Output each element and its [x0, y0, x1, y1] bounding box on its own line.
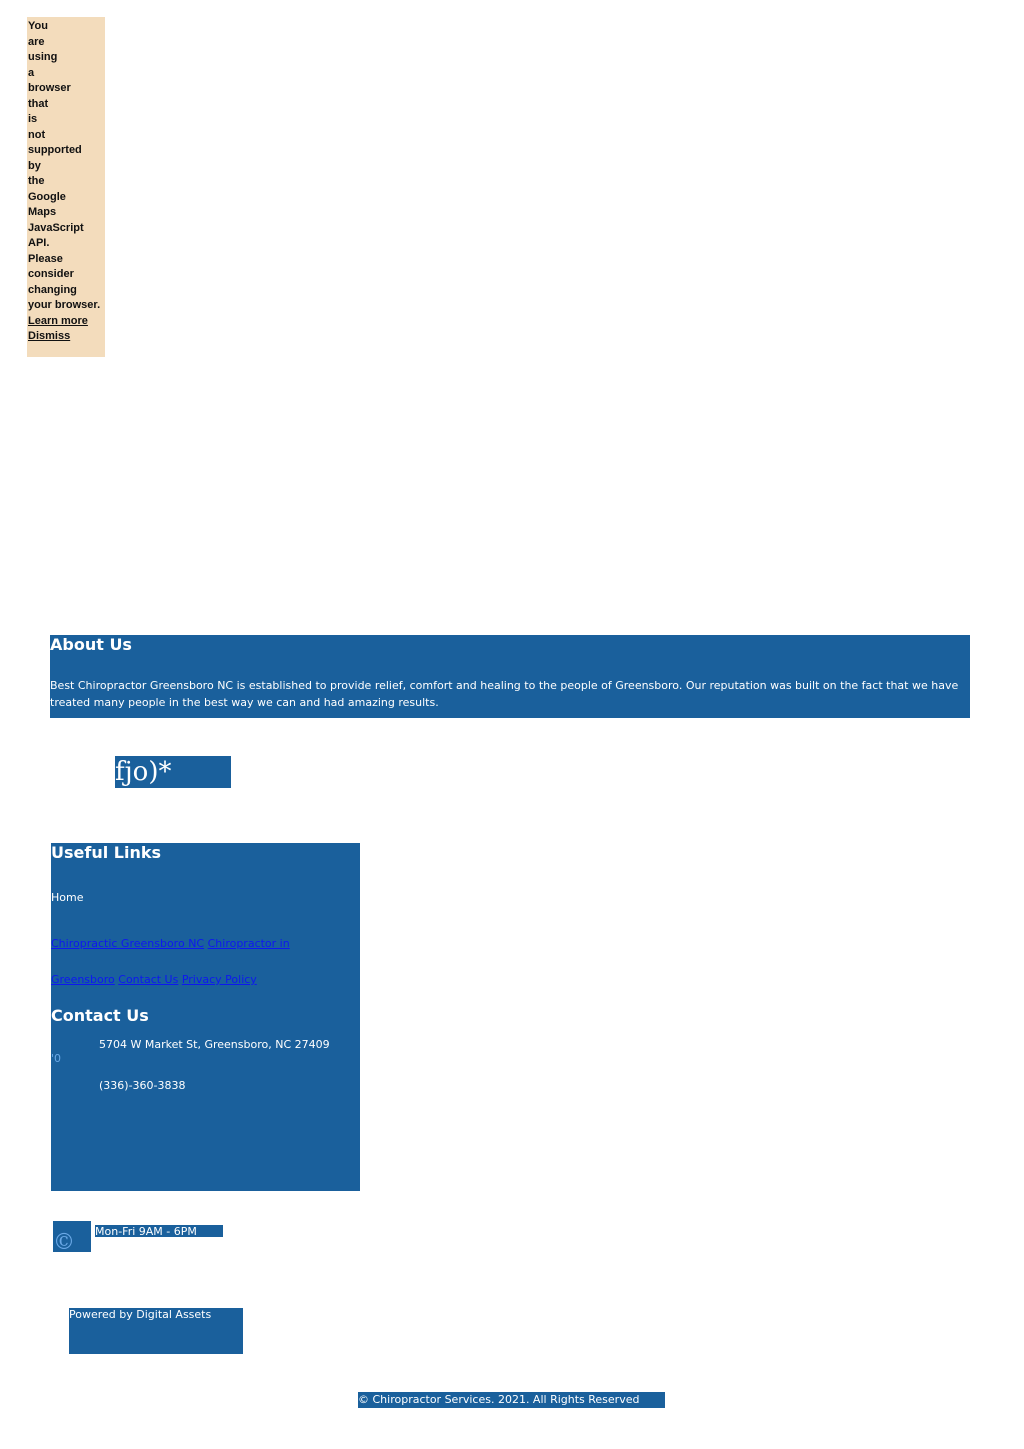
about-title: About Us [50, 635, 132, 654]
warning-word: is [28, 113, 38, 125]
footer-link-chiropractor-in-greensboro[interactable]: Chiropractor in Greensboro [51, 937, 290, 986]
footer-link-chiropractic-greensboro[interactable]: Chiropractic Greensboro NC [51, 937, 205, 950]
warning-word: Please [28, 252, 63, 265]
footer-link-home[interactable]: Home [51, 891, 84, 904]
about-section [50, 635, 970, 718]
footer-links-contact [51, 843, 360, 1191]
warning-word: not [28, 128, 46, 141]
map-marker-icon: '0 [51, 1052, 62, 1065]
learn-more-link[interactable]: Learn more [28, 314, 88, 327]
warning-word: Maps [28, 206, 57, 218]
clock-icon: © [53, 1221, 91, 1252]
useful-links-title: Useful Links [51, 843, 162, 862]
contact-phone[interactable]: (336)-360-3838 [99, 1079, 186, 1092]
warning-word: using [28, 51, 58, 63]
warning-word: by [28, 159, 41, 172]
copyright-notice: © Chiropractor Services. 2021. All Rights Reserved [358, 1392, 665, 1408]
warning-word: your browser. [28, 299, 101, 311]
about-text: Best Chiropractor Greensboro NC is established to provide relief, comfort and healing to the people of Greensboro. Our reputation was built on the fact that we have treated many people in the best way we can and had amazing results. [50, 679, 959, 709]
contact-title: Contact Us [51, 1006, 149, 1025]
footer-link-list [51, 926, 351, 998]
warning-word: a [28, 66, 35, 79]
site-logo[interactable]: fjo)* [115, 756, 231, 788]
business-hours: Mon-Fri 9AM - 6PM [95, 1225, 223, 1237]
contact-address: 5704 W Market St, Greensboro, NC 27409 [99, 1038, 330, 1051]
warning-word: JavaScript [28, 221, 84, 234]
footer-link-contact-us[interactable]: Contact Us [118, 973, 179, 986]
maps-browser-warning [27, 17, 105, 357]
warning-word: You [28, 20, 48, 32]
warning-word: Google [28, 190, 66, 203]
warning-word: consider [28, 268, 74, 280]
powered-by[interactable]: Powered by Digital Assets [69, 1308, 243, 1354]
footer-link-privacy-policy[interactable]: Privacy Policy [181, 973, 257, 986]
warning-word: supported [28, 144, 82, 156]
warning-word: are [28, 35, 45, 48]
warning-word: that [28, 97, 49, 110]
warning-word: the [28, 175, 45, 187]
warning-word: API. [28, 237, 50, 249]
warning-word: browser [28, 82, 71, 94]
warning-word: changing [28, 283, 77, 296]
dismiss-link[interactable]: Dismiss [28, 330, 71, 342]
